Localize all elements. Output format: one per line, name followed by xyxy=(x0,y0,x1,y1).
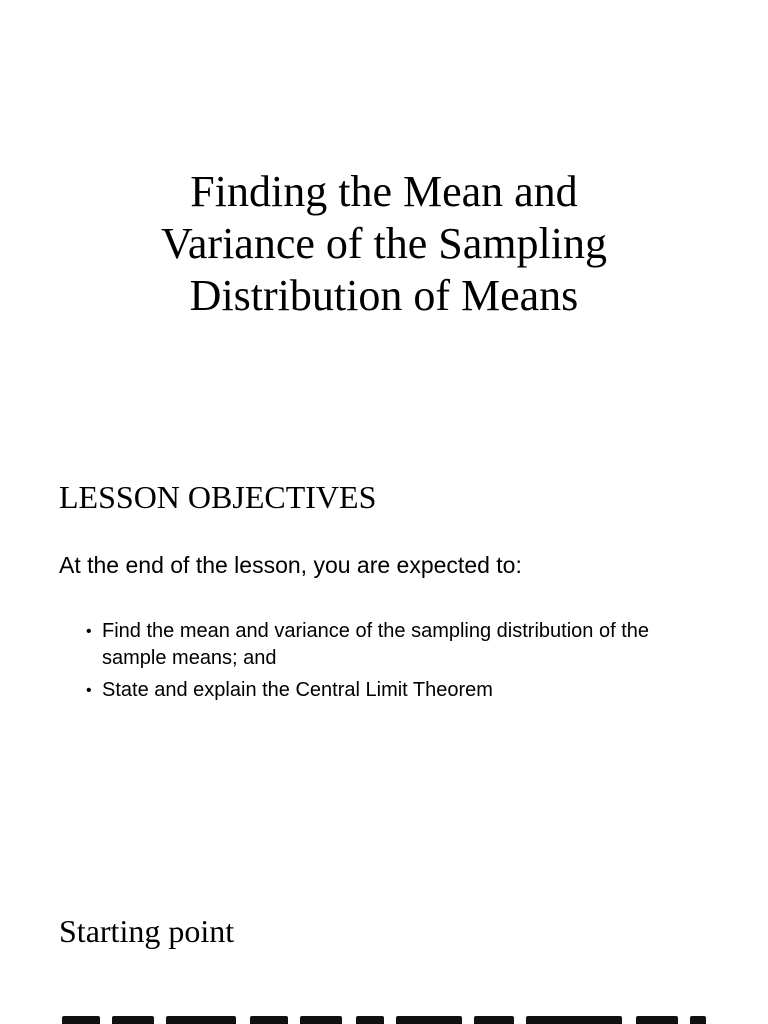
starting-point-heading: Starting point xyxy=(59,913,235,949)
cutoff-word-fragment xyxy=(250,1016,288,1024)
cutoff-word-fragment xyxy=(112,1016,154,1024)
slide-title xyxy=(84,166,684,322)
title-line: Variance of the Sampling xyxy=(161,219,607,268)
objectives-heading: LESSON OBJECTIVES xyxy=(59,479,377,515)
bullet-icon: • xyxy=(86,623,92,640)
title-slide xyxy=(0,0,768,450)
title-line: Finding the Mean and xyxy=(190,167,578,216)
objective-text: Find the mean and variance of the sampling distribution of the sample means; and xyxy=(102,620,649,669)
cutoff-word-fragment xyxy=(636,1016,678,1024)
cutoff-word-fragment xyxy=(356,1016,384,1024)
cutoff-text-line xyxy=(0,1008,768,1024)
starting-point-slide xyxy=(0,870,768,1024)
cutoff-word-fragment xyxy=(300,1016,342,1024)
cutoff-word-fragment xyxy=(62,1016,100,1024)
objectives-list xyxy=(86,618,706,709)
cutoff-word-fragment xyxy=(396,1016,462,1024)
cutoff-word-fragment xyxy=(526,1016,622,1024)
cutoff-word-fragment xyxy=(474,1016,514,1024)
objective-item xyxy=(86,618,706,672)
objective-text: State and explain the Central Limit Theorem xyxy=(102,679,493,701)
cutoff-word-fragment xyxy=(166,1016,236,1024)
cutoff-word-fragment xyxy=(690,1016,706,1024)
objectives-intro: At the end of the lesson, you are expected to: xyxy=(59,552,522,578)
title-line: Distribution of Means xyxy=(189,271,579,320)
bullet-icon: • xyxy=(86,682,92,699)
objective-item xyxy=(86,677,706,704)
objectives-slide xyxy=(0,450,768,870)
